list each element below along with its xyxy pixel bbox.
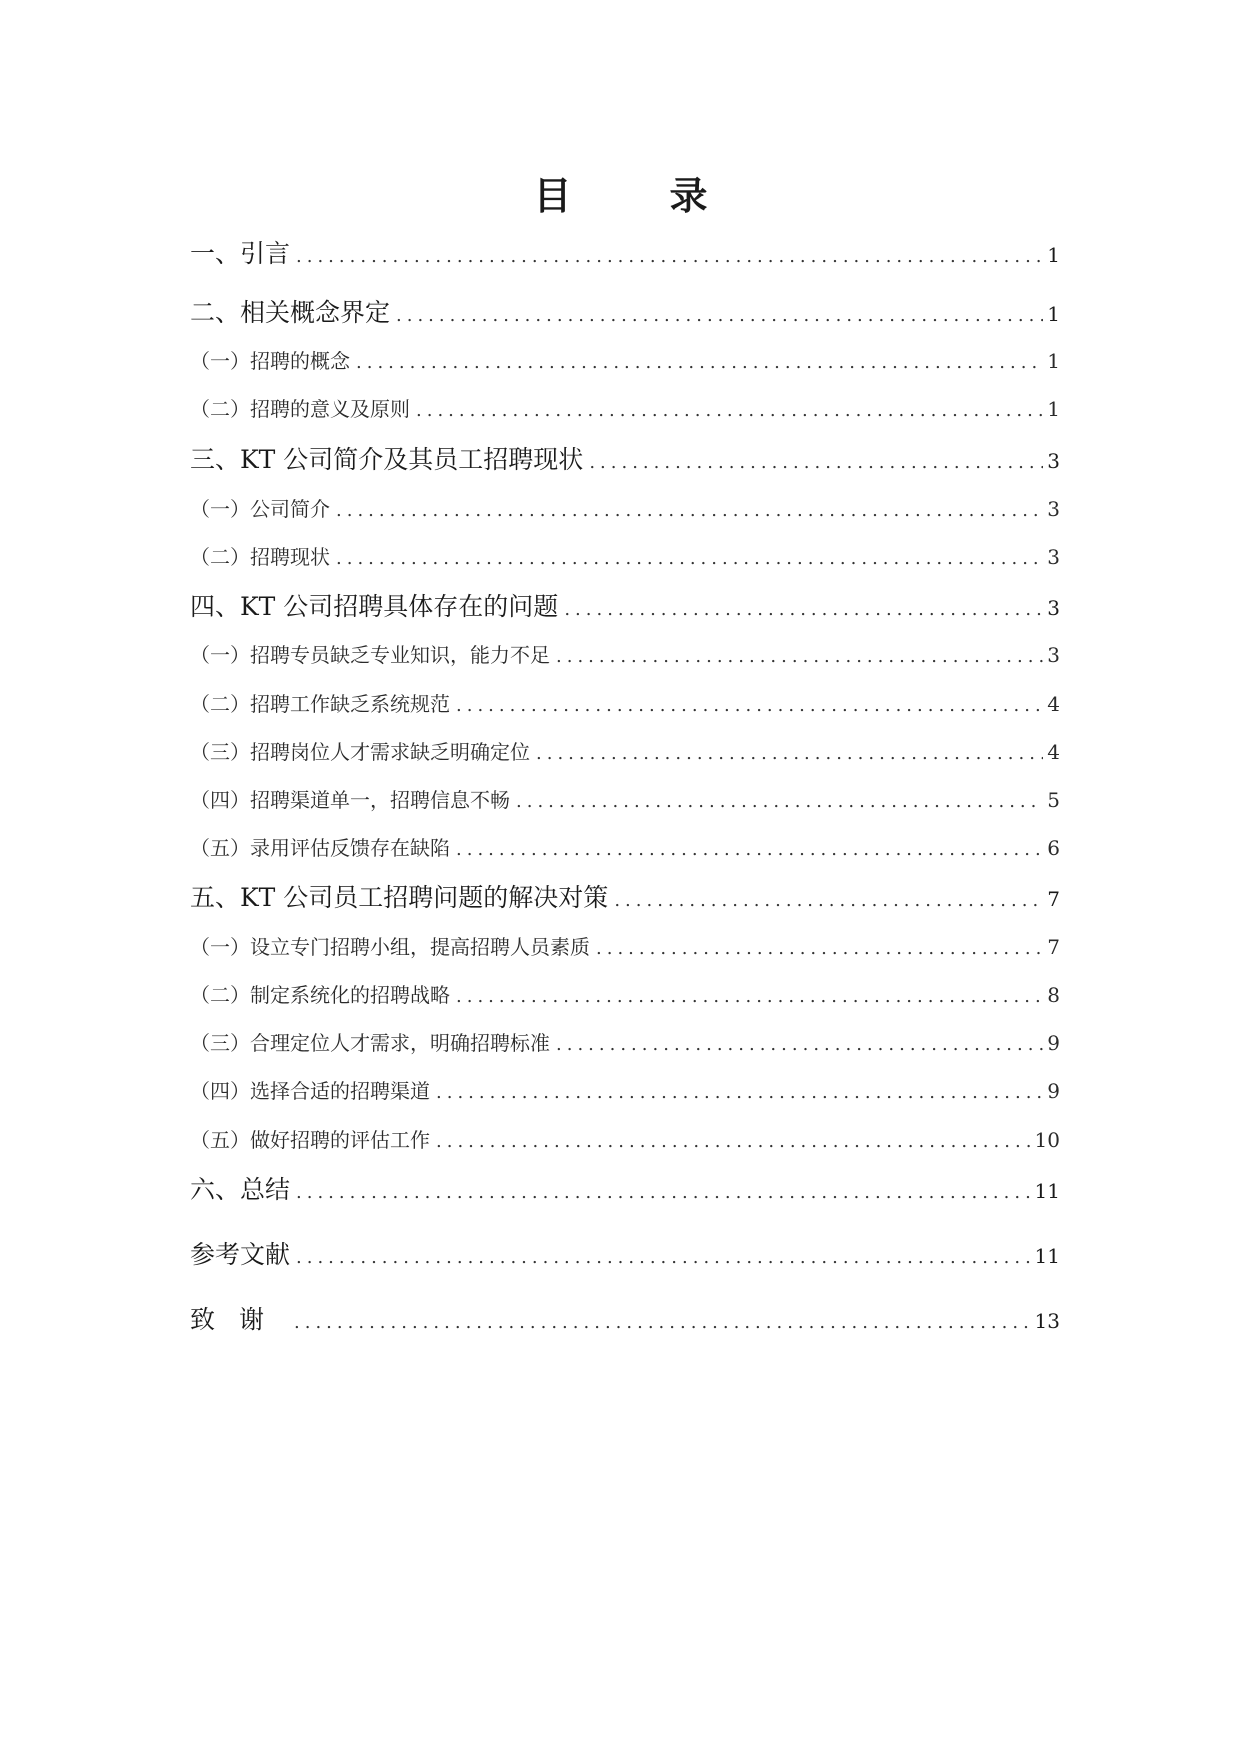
dot-leader [564,599,1043,620]
toc-entry-acknowledgements[interactable] [190,1300,1060,1336]
toc-entry-label: （四）选择合适的招聘渠道 [190,1079,430,1103]
toc-entry-references[interactable] [190,1235,1060,1271]
toc-entry-label: （一）招聘的概念 [190,349,350,373]
toc-entry-page: 3 [1047,643,1060,667]
dot-leader [456,839,1043,860]
toc-entry-page: 7 [1047,887,1060,911]
toc-subentry[interactable] [190,345,1060,375]
toc-entry-label: （二）招聘工作缺乏系统规范 [190,692,450,716]
dot-leader [436,1082,1043,1103]
toc-subentry[interactable] [190,493,1060,523]
toc-entry-page: 3 [1047,449,1060,473]
toc-entry-page: 1 [1047,349,1060,373]
toc-entry-label: （四）招聘渠道单一，招聘信息不畅 [190,788,510,812]
toc-entry-label: （二）招聘的意义及原则 [190,397,410,421]
toc-entry-solutions[interactable] [190,878,1060,914]
toc-entry-label: （一）招聘专员缺乏专业知识，能力不足 [190,643,550,667]
toc-subentry[interactable] [190,832,1060,862]
toc-subentry[interactable] [190,393,1060,423]
dot-leader [296,1182,1031,1203]
toc-entry-page: 8 [1047,983,1060,1007]
dot-leader [296,246,1043,267]
dot-leader [416,400,1043,421]
toc-entry-page: 3 [1047,596,1060,620]
dot-leader [336,548,1043,569]
toc-entry-label: 一、引言 [190,239,291,268]
toc-subentry[interactable] [190,1124,1060,1154]
toc-entry-page: 4 [1047,740,1060,764]
toc-subentry[interactable] [190,1027,1060,1057]
toc-entry-label: 二、相关概念界定 [190,298,391,327]
toc-entry-label: 三、KT 公司简介及其员工招聘现状 [190,445,584,474]
dot-leader [556,646,1043,667]
toc-subentry[interactable] [190,1075,1060,1105]
toc-entry-page: 10 [1034,1128,1060,1152]
toc-entry-label: （二）招聘现状 [190,545,330,569]
dot-leader [614,890,1043,911]
toc-entry-page: 9 [1047,1031,1060,1055]
dot-leader [596,938,1043,959]
toc-entry-summary[interactable] [190,1170,1060,1206]
dot-leader [436,1131,1031,1152]
toc-entry-label: 参考文献 [190,1240,291,1269]
toc-subentry[interactable] [190,931,1060,961]
toc-entry-page: 1 [1047,302,1060,326]
toc-entry-label: （五）录用评估反馈存在缺陷 [190,836,450,860]
toc-entry-page: 9 [1047,1079,1060,1103]
toc-entry-label: 五、KT 公司员工招聘问题的解决对策 [190,883,609,912]
toc-entry-problems[interactable] [190,587,1060,623]
toc-subentry[interactable] [190,688,1060,718]
toc-entry-concepts[interactable] [190,293,1060,329]
toc-entry-page: 4 [1047,692,1060,716]
toc-entry-label: （一）设立专门招聘小组，提高招聘人员素质 [190,935,590,959]
toc-entry-page: 3 [1047,545,1060,569]
dot-leader [296,1247,1031,1268]
toc-entry-label: 致谢 [190,1305,289,1334]
toc-subentry[interactable] [190,541,1060,571]
dot-leader [336,500,1043,521]
toc-entry-label: （一）公司简介 [190,497,330,521]
dot-leader [396,305,1043,326]
toc-entry-company-overview[interactable] [190,440,1060,476]
toc-entry-label: （二）制定系统化的招聘战略 [190,983,450,1007]
toc-entry-introduction[interactable] [190,234,1060,270]
dot-leader [536,743,1043,764]
toc-entry-label: 六、总结 [190,1175,291,1204]
toc-entry-page: 3 [1047,497,1060,521]
toc-entry-page: 11 [1034,1179,1060,1203]
dot-leader [294,1312,1031,1333]
toc-entry-label: （三）招聘岗位人才需求缺乏明确定位 [190,740,530,764]
toc-subentry[interactable] [190,639,1060,669]
toc-entry-page: 13 [1034,1309,1060,1333]
toc-entry-label: 四、KT 公司招聘具体存在的问题 [190,592,559,621]
toc-subentry[interactable] [190,979,1060,1009]
toc-subentry[interactable] [190,736,1060,766]
toc-entry-label: （三）合理定位人才需求，明确招聘标准 [190,1031,550,1055]
toc-entry-page: 6 [1047,836,1060,860]
toc-entry-page: 1 [1047,397,1060,421]
toc-entry-page: 7 [1047,935,1060,959]
dot-leader [589,452,1043,473]
toc-entry-page: 11 [1034,1244,1060,1268]
dot-leader [456,695,1043,716]
toc-entry-label: （五）做好招聘的评估工作 [190,1128,430,1152]
dot-leader [356,352,1043,373]
toc-entry-page: 5 [1047,788,1060,812]
page-title: 目 录 [533,173,738,219]
toc-entry-page: 1 [1047,243,1060,267]
dot-leader [556,1034,1043,1055]
toc-subentry[interactable] [190,784,1060,814]
dot-leader [456,986,1043,1007]
dot-leader [516,791,1043,812]
